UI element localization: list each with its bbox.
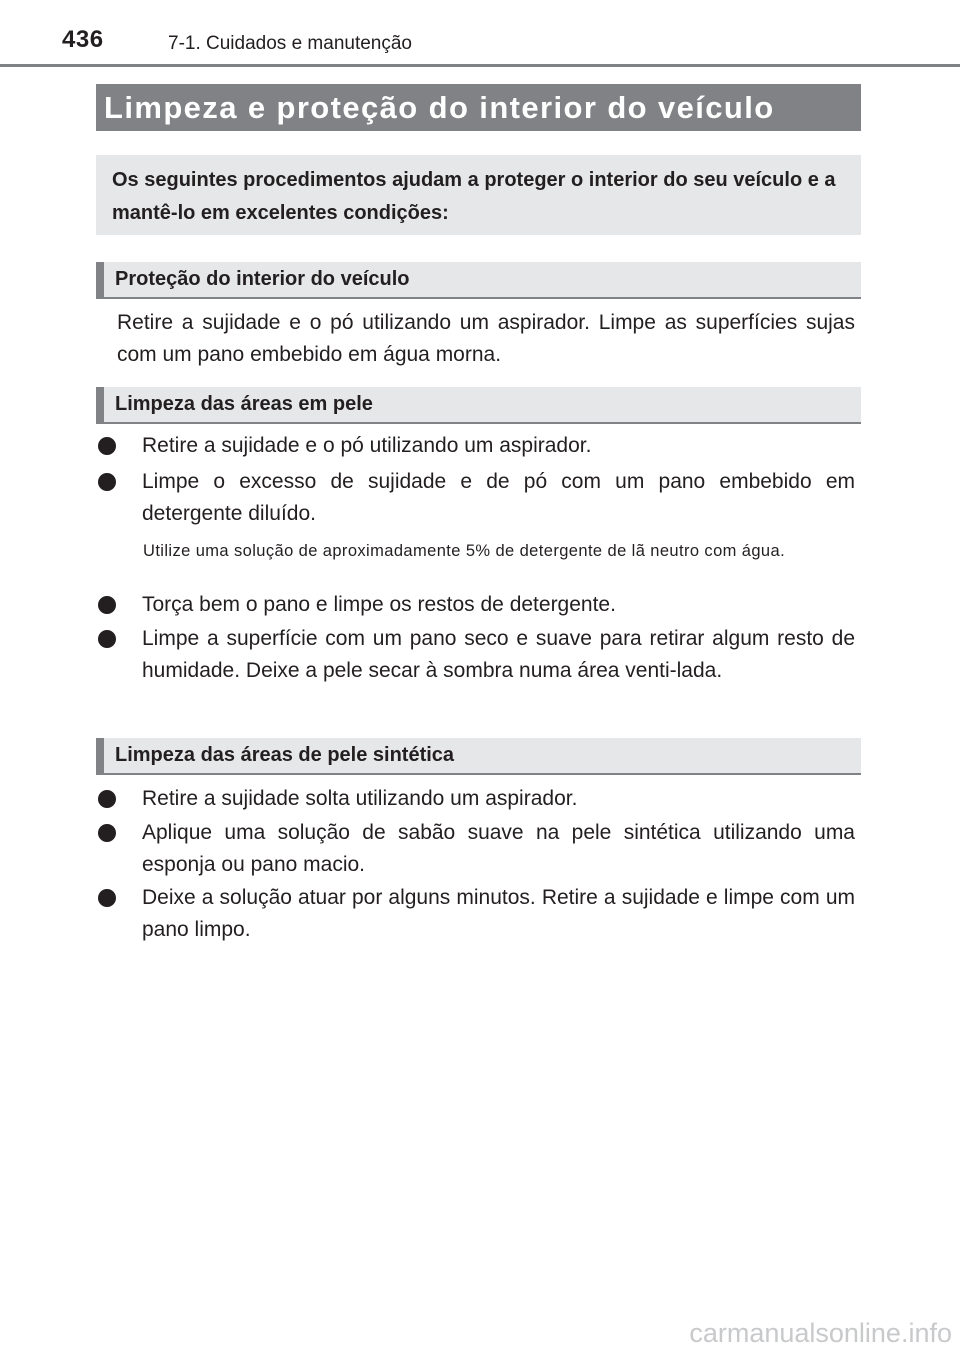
bullet-icon	[98, 824, 116, 842]
header-divider	[0, 64, 960, 67]
bullet-icon	[98, 473, 116, 491]
bullet-icon	[98, 630, 116, 648]
page-header	[0, 0, 960, 70]
bullet-icon	[98, 889, 116, 907]
list-item-text: Retire a sujidade solta utilizando um aspirador.	[142, 787, 578, 810]
list-item-text: Limpe a superfície com um pano seco e suave para retirar algum resto de humidade. Deixe a pele secar à sombra numa área venti-lada.	[142, 627, 855, 682]
bullet-icon	[98, 437, 116, 455]
bullet-icon	[98, 790, 116, 808]
section-heading-protection: Proteção do interior do veículo	[96, 262, 861, 299]
list-item-text: Torça bem o pano e limpe os restos de detergente.	[142, 593, 616, 616]
section-paragraph-protection: Retire a sujidade e o pó utilizando um aspirador. Limpe as superfícies sujas com um pano embebido em água morna.	[117, 311, 855, 366]
section-breadcrumb: 7-1. Cuidados e manutenção	[168, 33, 412, 54]
bullet-icon	[98, 596, 116, 614]
section-heading-leather: Limpeza das áreas em pele	[96, 387, 861, 424]
list-item-text: Deixe a solução atuar por alguns minutos. Retire a sujidade e limpe com um pano limpo.	[142, 886, 855, 941]
list-item-text: Retire a sujidade e o pó utilizando um aspirador.	[142, 434, 592, 457]
watermark: carmanualsonline.info	[689, 1318, 952, 1348]
note-text: Utilize uma solução de aproximadamente 5% de detergente de lã neutro com água.	[143, 542, 786, 560]
intro-box: Os seguintes procedimentos ajudam a proteger o interior do seu veículo e a mantê-lo em excelentes condições:	[96, 155, 861, 235]
section-heading-synthetic-leather: Limpeza das áreas de pele sintética	[96, 738, 861, 775]
list-item-text: Aplique uma solução de sabão suave na pele sintética utilizando uma esponja ou pano macio.	[142, 821, 855, 876]
list-item-text: Limpe o excesso de sujidade e de pó com um pano embebido em detergente diluído.	[142, 470, 855, 525]
page-number: 436	[62, 26, 104, 53]
page-title: Limpeza e proteção do interior do veículo	[96, 84, 861, 131]
